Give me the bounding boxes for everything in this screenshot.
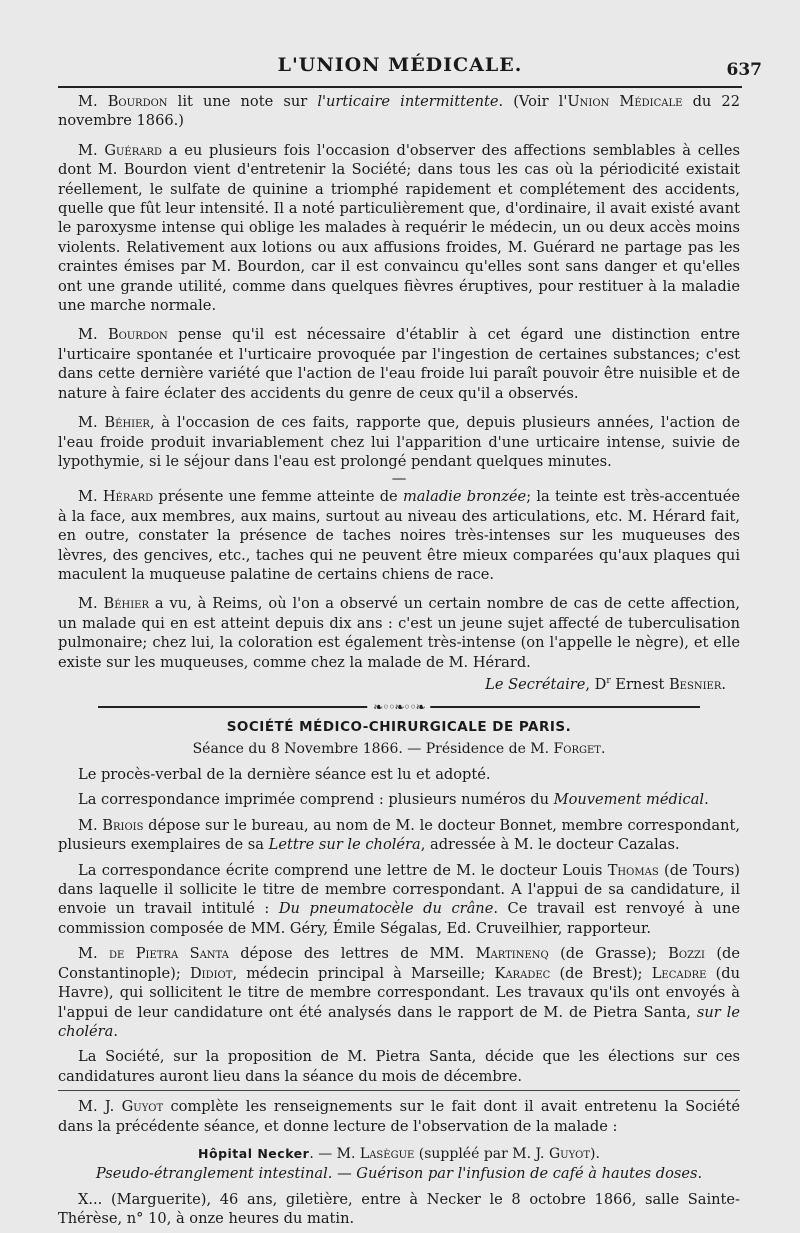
minutes-pietra-santa: M. de Pietra Santa dépose des lettres de MM. Martinenq (de Grasse); Bozzi (de Constantinople); Didiot, médecin principal à Marseille; Karadec (de Brest); Lecadre (du Havre), qui sollicitent le titre de membre correspondant. Les travaux qu'ils ont envoyés à l'appui de leur candidature ont été analysés dans le rapport de M. de Pietra Santa, sur le choléra. <box>58 945 741 1040</box>
case-first-line: X... (Marguerite), 46 ans, giletière, entre à Necker le 8 octobre 1866, salle Sainte-Thérèse, n° 10, à onze heures du matin. <box>58 1190 740 1228</box>
paragraph-bourdon-reply: M. Bourdon pense qu'il est nécessaire d'établir à cet égard une distinction entre l'urticaire spontanée et l'urticaire provoquée par l'ingestion de certaines substances; c'est dans cette dernière variété que l'action de l'eau froide lui paraît pouvoir être nuisible et de nature à faire éclater des accidents du genre de ceux qu'il a observés. <box>58 326 740 402</box>
minutes-elections: La Société, sur la proposition de M. Pietra Santa, décide que les élections sur ces candidatures auront lieu dans la séance du mois de décembre. <box>58 1048 740 1085</box>
paragraph-behier-reims: M. Béhier a vu, à Reims, où l'on a observé un certain nombre de cas de cette affection, un malade qui en est atteint depuis dix ans : c'est un jeune sujet affecté de tuberculisation pulmonaire; chez lui, la coloration est également très-intense (on l'appelle le nègre), et elle existe sur les muqueuses, comme chez la malade de M. Hérard. <box>58 595 740 671</box>
ornamental-divider <box>98 698 700 716</box>
minutes-briois: M. Briois dépose sur le bureau, au nom de M. le docteur Bonnet, membre correspondant, plusieurs exemplaires de sa Lettre sur le choléra, adressée à M. le docteur Cazalas. <box>58 816 740 854</box>
case-hospital: Hôpital Necker. — M. Lasègue (suppléé par M. J. Guyot). <box>198 1145 600 1162</box>
society-title: SOCIÉTÉ MÉDICO-CHIRURGICALE DE PARIS. <box>226 719 572 736</box>
minutes-written-correspondence: La correspondance écrite comprend une lettre de M. le docteur Louis Thomas (de Tours) dans laquelle il sollicite le titre de membre correspondant. A l'appui de sa candidature, il envoie un travail intitulé : Du pneumatocèle du crâne. Ce travail est renvoyé à une commission composée de MM. Géry, Émile Ségalas, Ed. Cruveilhier, rapporteur. <box>58 861 740 937</box>
ornament-icon: ❧◦◦❧◦◦❧ <box>367 700 430 714</box>
paragraph-bourdon-note: M. Bourdon lit une note sur l'urticaire intermittente. (Voir l'Union Médicale du 22 novembre 1866.) <box>58 93 740 130</box>
paragraph-guerard: M. Guérard a eu plusieurs fois l'occasion d'observer des affections semblables à celles dont M. Bourdon vient d'entretenir la Société; dans tous les cas où la périodicité existait réellement, le sulfate de quinine a triomphé rapidement et complétement des accidents, quelle que fût leur intensité. Il a noté particulièrement que, d'ordinaire, il avait existé avant le paroxysme intense qui oblige les malades à requérir le médecin, un ou deux accès moins violents. Relativement aux lotions ou aux affusions froides, M. Guérard ne partage pas les craintes émises par M. Bourdon, car il est convaincu qu'elles sont sans danger et qu'elles ont une grande utilité, comme dans quelques fièvres éruptives, pour restituer à la maladie une marche normale. <box>58 141 740 315</box>
paragraph-herard: M. Hérard présente une femme atteinte de maladie bronzée; la teinte est très-accentuée à la face, aux membres, aux mains, surtout au niveau des articulations, etc. M. Hérard fait, en outre, constater la présence de taches noires très-intenses sur les muqueuses des lèvres, des gencives, etc., taches qui ne peuvent être mieux comparées qu'aux plaques qui maculent la muqueuse palatine de certains chiens de race. <box>58 488 740 583</box>
section-dash: — <box>391 470 407 488</box>
page-content <box>58 92 740 1229</box>
minutes-printed-correspondence: La correspondance imprimée comprend : plusieurs numéros du Mouvement médical. <box>78 791 709 809</box>
case-title: Pseudo-étranglement intestinal. — Guérison par l'infusion de café à hautes doses. <box>95 1165 703 1183</box>
page-header <box>58 48 762 82</box>
minutes-adopted: Le procès-verbal de la dernière séance est lu et adopté. <box>78 766 491 784</box>
header-rule <box>58 86 742 88</box>
page-number: 637 <box>726 60 762 80</box>
minutes-guyot: M. J. Guyot complète les renseignements sur le fait dont il avait entretenu la Société dans la précédente séance, et donne lecture de l'observation de la malade : <box>58 1098 740 1135</box>
secretary-signature: Le Secrétaire, $D^r$ Ernest Besnier. <box>485 675 726 693</box>
running-title: L'UNION MÉDICALE. <box>277 54 523 76</box>
paragraph-behier-water: M. Béhier, à l'occasion de ces faits, rapporte que, depuis plusieurs années, l'action de l'eau froide produit invariablement chez lui l'apparition d'une urticaire intense, suivie de lypothymie, si le séjour dans l'eau est prolongé pendant quelques minutes. <box>58 414 740 470</box>
session-line: Séance du 8 Novembre 1866. — Présidence de M. Forget. <box>192 740 606 757</box>
